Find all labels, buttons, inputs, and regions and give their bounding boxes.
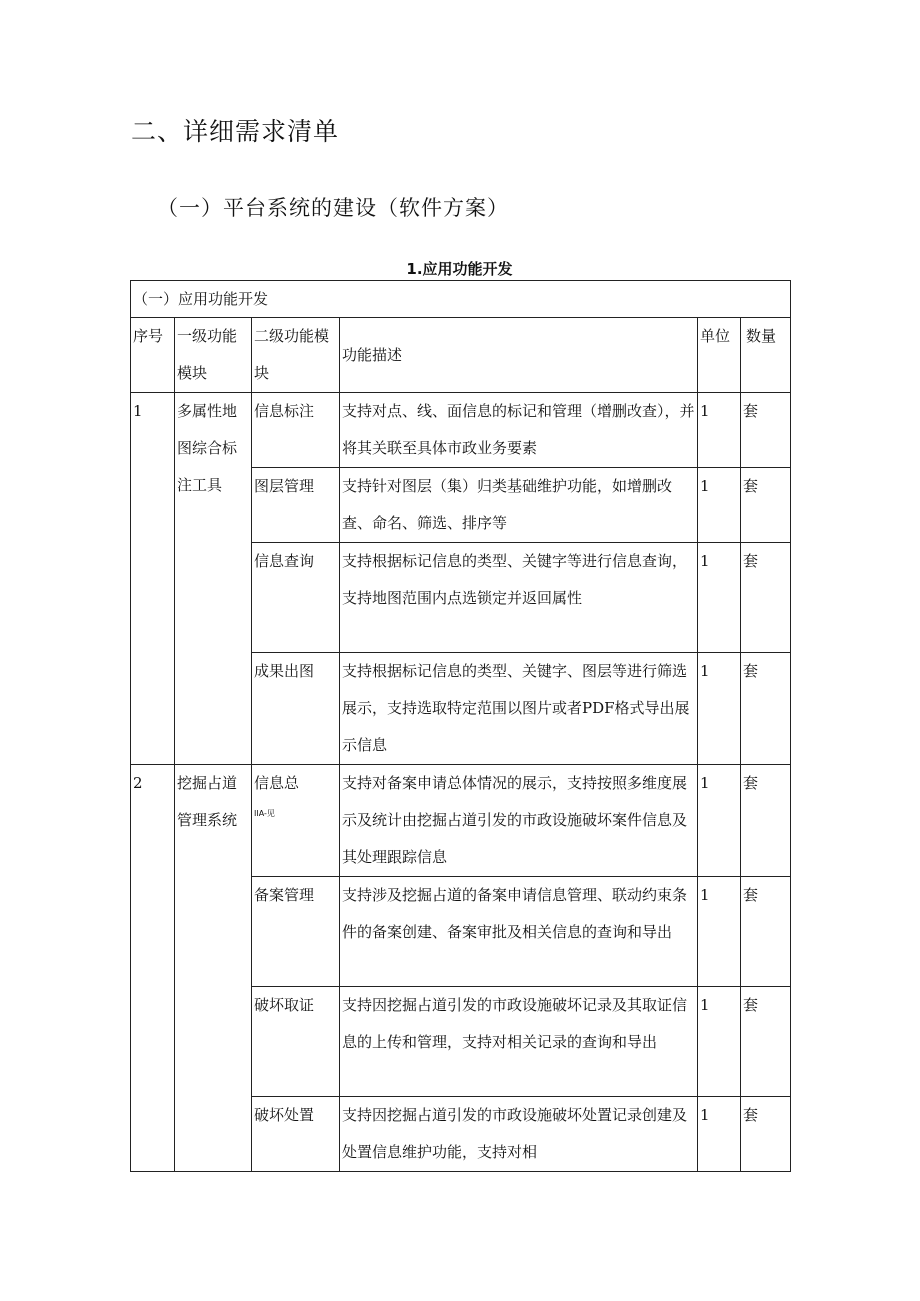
level1-module: 挖掘占道管理系统	[175, 765, 252, 1172]
quantity-cell: 套	[741, 765, 791, 877]
table-section-row	[131, 281, 791, 318]
unit-cell: 1	[698, 987, 741, 1097]
level2-module: 破坏取证	[252, 987, 340, 1097]
col-header-no: 序号	[131, 318, 175, 393]
row-number: 2	[131, 765, 175, 1172]
table-header-row	[131, 318, 791, 393]
unit-cell: 1	[698, 653, 741, 765]
level2-module: 破坏处置	[252, 1097, 340, 1172]
unit-cell: 1	[698, 543, 741, 653]
col-header-unit: 单位	[698, 318, 741, 393]
section-title: （一）应用功能开发	[131, 281, 791, 318]
level2-module: 信息标注	[252, 393, 340, 468]
function-description: 支持因挖掘占道引发的市政设施破坏处置记录创建及处置信息维护功能，支持对相	[340, 1097, 698, 1172]
col-header-desc: 功能描述	[340, 318, 698, 393]
unit-cell: 1	[698, 393, 741, 468]
section-heading: （一）平台系统的建设（软件方案）	[157, 196, 509, 220]
table-row	[131, 765, 791, 877]
col-header-qty: 数量	[741, 318, 791, 393]
unit-cell: 1	[698, 765, 741, 877]
quantity-cell: 套	[741, 468, 791, 543]
table-row	[131, 393, 791, 468]
quantity-cell: 套	[741, 653, 791, 765]
quantity-cell: 套	[741, 987, 791, 1097]
level1-module: 多属性地图综合标注工具	[175, 393, 252, 765]
function-description: 支持因挖掘占道引发的市政设施破坏记录及其取证信息的上传和管理，支持对相关记录的查询和导出	[340, 987, 698, 1097]
level2-module-label: 信息总	[254, 774, 300, 792]
requirements-table	[130, 280, 791, 1172]
unit-cell: 1	[698, 468, 741, 543]
table-caption: 1.应用功能开发	[406, 260, 513, 278]
col-header-level2: 二级功能模块	[252, 318, 340, 393]
page-heading: 二、详细需求清单	[131, 117, 340, 146]
function-description: 支持对备案申请总体情况的展示，支持按照多维度展示及统计由挖掘占道引发的市政设施破坏案件信息及其处理跟踪信息	[340, 765, 698, 877]
function-description: 支持根据标记信息的类型、关键字、图层等进行筛选展示，支持选取特定范围以图片或者PDF格式导出展示信息	[340, 653, 698, 765]
function-description: 支持对点、线、面信息的标记和管理（增删改查），并将其关联至具体市政业务要素	[340, 393, 698, 468]
function-description: 支持针对图层（集）归类基础维护功能，如增删改查、命名、筛选、排序等	[340, 468, 698, 543]
function-description: 支持涉及挖掘占道的备案申请信息管理、联动约束条件的备案创建、备案审批及相关信息的查询和导出	[340, 877, 698, 987]
level2-module: 成果出图	[252, 653, 340, 765]
unit-cell: 1	[698, 877, 741, 987]
unit-cell: 1	[698, 1097, 741, 1172]
level2-module: 图层管理	[252, 468, 340, 543]
quantity-cell: 套	[741, 877, 791, 987]
level2-module-note: IIA-见	[254, 809, 275, 818]
quantity-cell: 套	[741, 543, 791, 653]
quantity-cell: 套	[741, 1097, 791, 1172]
level2-module: 备案管理	[252, 877, 340, 987]
col-header-level1: 一级功能模块	[175, 318, 252, 393]
quantity-cell: 套	[741, 393, 791, 468]
function-description: 支持根据标记信息的类型、关键字等进行信息查询，支持地图范围内点选锁定并返回属性	[340, 543, 698, 653]
level2-module	[252, 765, 340, 877]
level2-module: 信息查询	[252, 543, 340, 653]
row-number: 1	[131, 393, 175, 765]
